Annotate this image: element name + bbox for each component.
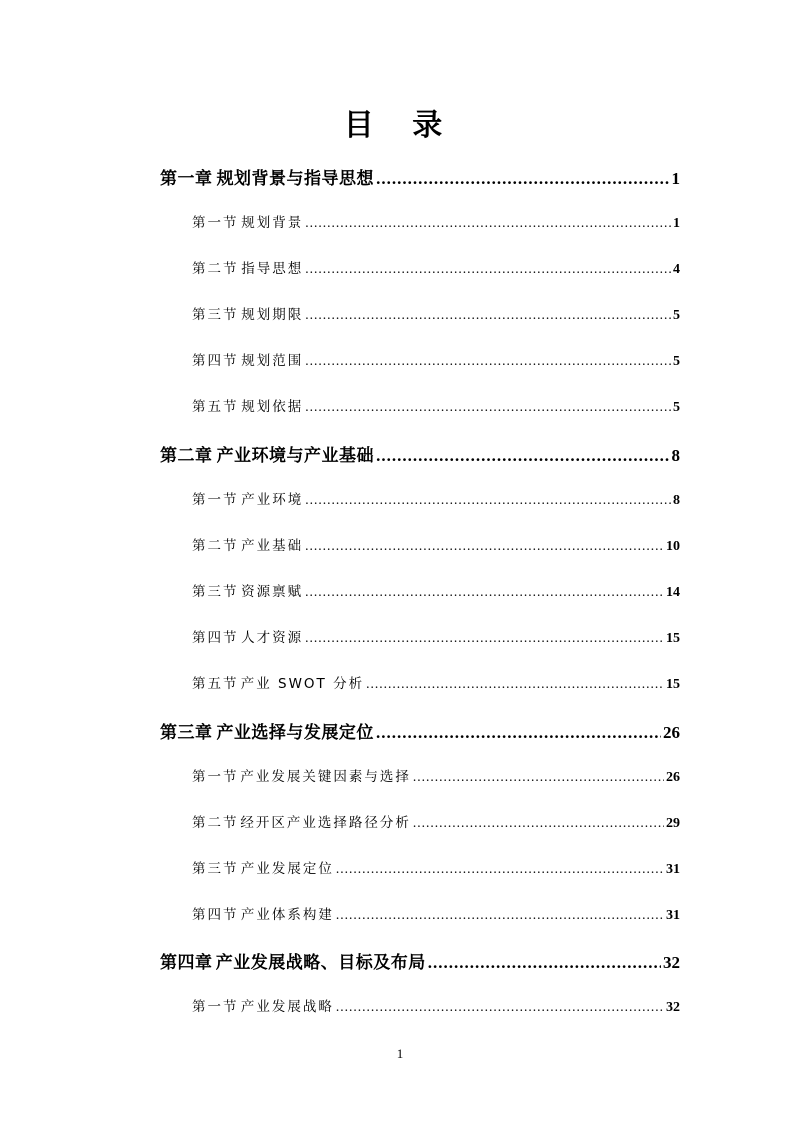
toc-section-2-3[interactable] bbox=[192, 580, 680, 601]
toc-leader bbox=[305, 492, 671, 508]
toc-section-2-1[interactable] bbox=[192, 488, 680, 509]
toc-page-number: 8 bbox=[671, 446, 680, 465]
toc-section-2-2[interactable] bbox=[192, 534, 680, 555]
toc-section-title: 产业发展关键因素与选择 bbox=[240, 769, 411, 785]
toc-section-3-2[interactable] bbox=[192, 811, 680, 832]
toc-leader bbox=[305, 215, 671, 231]
toc-chapter-number: 第二章 bbox=[160, 446, 213, 466]
toc-section-title: 人才资源 bbox=[241, 630, 304, 646]
toc-section-title: 产业发展战略 bbox=[240, 999, 334, 1015]
toc-leader bbox=[376, 169, 669, 189]
toc-leader bbox=[413, 815, 664, 831]
toc-chapter-title: 产业发展战略、目标及布局 bbox=[215, 953, 426, 973]
toc-leader bbox=[376, 446, 669, 466]
toc-leader bbox=[336, 861, 664, 877]
toc-chapter-4[interactable] bbox=[160, 948, 680, 973]
toc-leader bbox=[305, 399, 671, 415]
toc-page-number: 8 bbox=[673, 493, 680, 508]
toc-leader bbox=[413, 769, 664, 785]
toc-section-number: 第五节 bbox=[192, 399, 239, 415]
toc-section-number: 第一节 bbox=[192, 215, 239, 231]
toc-section-number: 第五节 bbox=[192, 676, 239, 692]
toc-leader bbox=[366, 676, 664, 692]
toc-section-number: 第一节 bbox=[192, 769, 239, 785]
toc-page-number: 29 bbox=[666, 816, 680, 831]
toc-page-number: 31 bbox=[666, 862, 680, 877]
toc-section-2-5[interactable] bbox=[192, 672, 680, 693]
toc-section-number: 第四节 bbox=[192, 907, 239, 923]
toc-section-number: 第四节 bbox=[192, 353, 239, 369]
toc-section-title: 产业体系构建 bbox=[240, 907, 334, 923]
toc-chapter-title: 规划背景与指导思想 bbox=[216, 169, 375, 189]
toc-chapter-number: 第四章 bbox=[160, 953, 213, 973]
toc-section-title: 产业基础 bbox=[241, 538, 304, 554]
toc-section-title: 产业 SWOT 分析 bbox=[240, 676, 365, 692]
toc-chapter-number: 第一章 bbox=[160, 169, 213, 189]
toc-page-number: 4 bbox=[673, 262, 680, 277]
toc-section-title: 规划依据 bbox=[241, 399, 304, 415]
toc-section-title: 规划范围 bbox=[241, 353, 304, 369]
toc-section-number: 第二节 bbox=[192, 538, 239, 554]
toc-leader bbox=[336, 999, 664, 1015]
toc-leader bbox=[305, 584, 664, 600]
toc-section-1-4[interactable] bbox=[192, 349, 680, 370]
toc-chapter-title: 产业环境与产业基础 bbox=[216, 446, 375, 466]
toc-leader bbox=[305, 261, 671, 277]
toc-section-title: 产业环境 bbox=[241, 492, 304, 508]
toc-section-number: 第二节 bbox=[192, 261, 239, 277]
toc-page-number: 32 bbox=[666, 1000, 680, 1015]
toc-leader bbox=[305, 630, 664, 646]
toc-page-number: 5 bbox=[673, 400, 680, 415]
toc-leader bbox=[305, 307, 671, 323]
toc-page-number: 15 bbox=[666, 631, 680, 646]
toc-chapter-number: 第三章 bbox=[160, 723, 213, 743]
toc-page-number: 26 bbox=[666, 770, 680, 785]
toc-leader bbox=[305, 353, 671, 369]
toc-section-number: 第三节 bbox=[192, 861, 239, 877]
toc-chapter-1[interactable] bbox=[160, 164, 680, 189]
toc-chapter-title: 产业选择与发展定位 bbox=[216, 723, 374, 743]
toc-page-number: 5 bbox=[673, 354, 680, 369]
toc-section-title: 规划期限 bbox=[241, 307, 304, 323]
toc-page-number: 15 bbox=[666, 677, 680, 692]
toc-section-2-4[interactable] bbox=[192, 626, 680, 647]
toc-page-number: 26 bbox=[663, 723, 680, 742]
toc-section-title: 经开区产业选择路径分析 bbox=[240, 815, 411, 831]
toc-leader bbox=[305, 538, 664, 554]
toc-section-title: 规划背景 bbox=[241, 215, 304, 231]
toc-page-number: 1 bbox=[673, 216, 680, 231]
toc-section-number: 第三节 bbox=[192, 584, 239, 600]
toc-section-1-3[interactable] bbox=[192, 303, 680, 324]
toc-section-1-5[interactable] bbox=[192, 395, 680, 416]
toc-page-number: 10 bbox=[666, 539, 680, 554]
footer-page-number: 1 bbox=[396, 1046, 404, 1061]
toc-page-number: 5 bbox=[673, 308, 680, 323]
toc-section-number: 第四节 bbox=[192, 630, 239, 646]
toc-section-1-2[interactable] bbox=[192, 257, 680, 278]
toc-section-number: 第三节 bbox=[192, 307, 239, 323]
toc-page-number: 31 bbox=[666, 908, 680, 923]
toc-section-title: 产业发展定位 bbox=[240, 861, 334, 877]
toc-section-title: 资源禀赋 bbox=[241, 584, 304, 600]
toc-page-number: 32 bbox=[663, 953, 680, 972]
toc-section-4-1[interactable] bbox=[192, 995, 680, 1016]
toc-section-3-4[interactable] bbox=[192, 903, 680, 924]
toc-title: 目 录 bbox=[343, 108, 457, 143]
toc-page-number: 14 bbox=[666, 585, 680, 600]
toc-section-3-1[interactable] bbox=[192, 765, 680, 786]
toc-section-3-3[interactable] bbox=[192, 857, 680, 878]
toc-leader bbox=[376, 723, 661, 743]
toc-section-title: 指导思想 bbox=[241, 261, 304, 277]
toc-chapter-2[interactable] bbox=[160, 441, 680, 466]
toc-section-number: 第一节 bbox=[192, 999, 239, 1015]
toc-page-number: 1 bbox=[671, 169, 680, 188]
toc-section-1-1[interactable] bbox=[192, 211, 680, 232]
toc-section-number: 第二节 bbox=[192, 815, 239, 831]
toc-section-number: 第一节 bbox=[192, 492, 239, 508]
toc-chapter-3[interactable] bbox=[160, 718, 680, 743]
toc-leader bbox=[336, 907, 664, 923]
toc-leader bbox=[428, 953, 661, 973]
